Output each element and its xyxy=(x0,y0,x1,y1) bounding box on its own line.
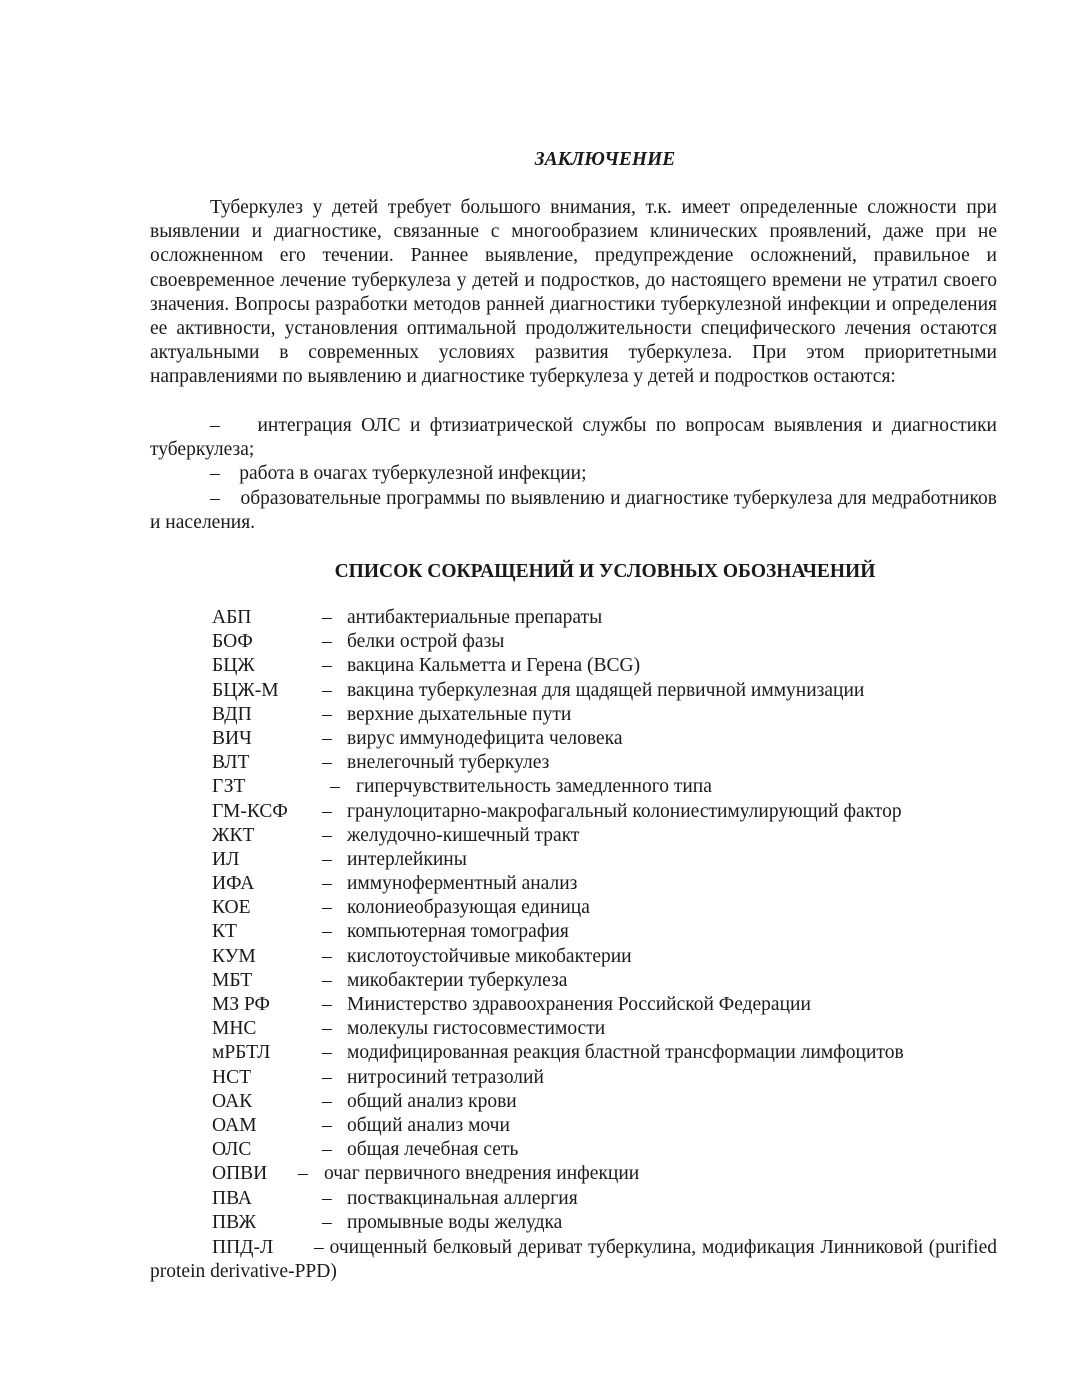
abbreviation-row xyxy=(0,727,1071,751)
definition: нитросиний тетразолий xyxy=(347,1066,544,1088)
dash: – xyxy=(322,824,332,846)
abbreviation: ОАМ xyxy=(212,1114,257,1136)
dash: – xyxy=(322,1018,332,1040)
priority-item: – работа в очагах туберкулезной инфекции; xyxy=(210,463,587,485)
abbreviation-row xyxy=(0,1017,1071,1041)
dash: – xyxy=(298,1163,308,1185)
abbreviation-row-ppd: ППД-Л – очищенный белковый дериват туберкулина, модификация Линниковой (purified protein derivative-PPD) xyxy=(150,1237,997,1283)
definition: гиперчувствительность замедленного типа xyxy=(356,776,712,798)
dash: – xyxy=(322,1042,332,1064)
abbreviation-row xyxy=(0,775,1071,799)
abbreviation-row xyxy=(0,1162,1071,1186)
dash: – xyxy=(322,969,332,991)
dash: – xyxy=(322,848,332,870)
dash: – xyxy=(322,1114,332,1136)
dash: – xyxy=(322,897,332,919)
priority-list xyxy=(150,414,997,535)
abbreviation-row xyxy=(0,800,1071,824)
abbreviation: ВЛТ xyxy=(212,752,250,774)
abbreviation: МБТ xyxy=(212,969,253,991)
abbreviation: ПВА xyxy=(212,1187,252,1209)
abbreviation-row xyxy=(0,679,1071,703)
abbreviation: ОАК xyxy=(212,1090,253,1112)
definition: вакцина Кальметта и Герена (BCG) xyxy=(347,655,641,677)
definition: колониеобразующая единица xyxy=(347,897,590,919)
dash: – xyxy=(322,631,332,653)
definition: Министерство здравоохранения Российской Федерации xyxy=(347,994,811,1015)
definition: интерлейкины xyxy=(347,848,467,870)
abbreviation: ПВЖ xyxy=(212,1211,257,1233)
abbreviation-row xyxy=(0,1066,1071,1090)
definition: поствакцинальная аллергия xyxy=(347,1187,578,1209)
dash: – xyxy=(322,800,332,822)
abbreviation: ГЗТ xyxy=(212,776,246,798)
abbreviation-row xyxy=(0,896,1071,920)
definition: молекулы гистосовместимости xyxy=(347,1018,606,1040)
definition: верхние дыхательные пути xyxy=(347,703,572,725)
abbreviation-row xyxy=(0,993,1071,1017)
abbreviation: НСТ xyxy=(212,1066,251,1088)
dash: – xyxy=(322,1139,332,1161)
abbreviation: мРБТЛ xyxy=(212,1042,271,1064)
definition: вакцина туберкулезная для щадящей первичной иммунизации xyxy=(347,679,865,701)
dash: – xyxy=(322,752,332,774)
abbreviation: БЦЖ xyxy=(212,655,255,677)
abbreviation-row xyxy=(0,848,1071,872)
dash: – xyxy=(322,655,332,677)
abbreviation: АБП xyxy=(212,607,252,628)
dash: – xyxy=(322,945,332,967)
abbreviation: КУМ xyxy=(212,945,256,967)
abbreviation-row xyxy=(0,969,1071,993)
abbreviation-row xyxy=(0,1187,1071,1211)
priority-item: – образовательные программы по выявлению и диагностике туберкулеза для медработников и населения. xyxy=(150,487,997,533)
dash: – xyxy=(322,1187,332,1209)
dash: – xyxy=(322,703,332,725)
conclusion-paragraph: Туберкулез у детей требует большого внимания, т.к. имеет определенные сложности при выявлении и диагностике, связанные с многообразием клинических проявлений, даже при не осложненном его течении. Раннее выявление, предупреждение осложнений, правильное и своевременное лечение туберкулеза у детей и подростков, до настоящего времени не утратил своего значения. Вопросы разработки методов ранней диагностики туберкулезной инфекции и определения ее активности, установления оптимальной продолжительности специфического лечения остаются актуальными в современных условиях развития туберкулеза. При этом приоритетными направлениями по выявлению и диагностике туберкулеза у детей и подростков остаются: xyxy=(150,197,997,388)
definition: общая лечебная сеть xyxy=(347,1139,519,1161)
abbreviation-row xyxy=(0,920,1071,944)
conclusion-heading: ЗАКЛЮЧЕНИЕ xyxy=(534,149,676,170)
abbreviation: МНС xyxy=(212,1018,257,1040)
abbreviation-row xyxy=(0,1041,1071,1065)
abbreviation: ВДП xyxy=(212,703,252,725)
abbreviation: ГМ-КСФ xyxy=(212,800,288,822)
dash: – xyxy=(322,921,332,943)
dash: – xyxy=(330,776,340,798)
abbreviation-row xyxy=(0,630,1071,654)
dash: – xyxy=(322,1090,332,1112)
abbreviation: МЗ РФ xyxy=(212,994,270,1015)
dash: – xyxy=(322,1211,332,1233)
definition: микобактерии туберкулеза xyxy=(347,969,568,991)
abbreviation: ОПВИ xyxy=(212,1163,268,1185)
definition: вирус иммунодефицита человека xyxy=(347,727,623,749)
dash: – xyxy=(322,727,332,749)
dash: – xyxy=(322,1066,332,1088)
abbreviation-row xyxy=(0,1138,1071,1162)
abbreviation-row xyxy=(0,824,1071,848)
definition: модифицированная реакция бластной трансформации лимфоцитов xyxy=(347,1042,904,1064)
abbreviation-row xyxy=(0,654,1071,678)
definition: антибактериальные препараты xyxy=(347,607,603,628)
abbreviation-row xyxy=(0,606,1071,630)
abbreviation: ИЛ xyxy=(212,848,240,870)
abbreviation-row xyxy=(0,1211,1071,1235)
abbreviation: КТ xyxy=(212,921,237,943)
abbreviation: БЦЖ-М xyxy=(212,679,279,701)
dash: – xyxy=(322,607,332,628)
abbreviation: БОФ xyxy=(212,631,253,653)
definition: гранулоцитарно-макрофагальный колониестимулирующий фактор xyxy=(347,800,902,822)
definition: компьютерная томография xyxy=(347,921,569,943)
abbreviations-heading: СПИСОК СОКРАЩЕНИЙ И УСЛОВНЫХ ОБОЗНАЧЕНИЙ xyxy=(334,561,876,582)
definition: общий анализ крови xyxy=(347,1090,517,1112)
definition: внелегочный туберкулез xyxy=(347,752,550,774)
abbreviation-row xyxy=(0,703,1071,727)
definition: кислотоустойчивые микобактерии xyxy=(347,945,632,967)
abbreviation-row xyxy=(0,1114,1071,1138)
definition: очаг первичного внедрения инфекции xyxy=(324,1163,640,1185)
abbreviation: ИФА xyxy=(212,873,255,895)
definition: промывные воды желудка xyxy=(347,1211,563,1233)
dash: – xyxy=(322,873,332,895)
abbreviation: ОЛС xyxy=(212,1139,252,1161)
abbreviation: ЖКТ xyxy=(212,824,255,846)
abbreviation-row xyxy=(0,751,1071,775)
definition: белки острой фазы xyxy=(347,631,505,653)
dash: – xyxy=(322,679,332,701)
definition: общий анализ мочи xyxy=(347,1114,510,1136)
priority-item: – интеграция ОЛС и фтизиатрической службы по вопросам выявления и диагностики туберкулеза; xyxy=(150,415,997,461)
abbreviation: КОЕ xyxy=(212,897,251,919)
definition: иммуноферментный анализ xyxy=(347,873,578,895)
abbreviation-list xyxy=(0,606,1071,1235)
abbreviation-row xyxy=(0,1090,1071,1114)
abbreviation: ВИЧ xyxy=(212,727,252,749)
abbreviation-row xyxy=(0,945,1071,969)
definition: желудочно-кишечный тракт xyxy=(347,824,580,846)
dash: – xyxy=(322,994,332,1015)
abbreviation-row xyxy=(0,872,1071,896)
